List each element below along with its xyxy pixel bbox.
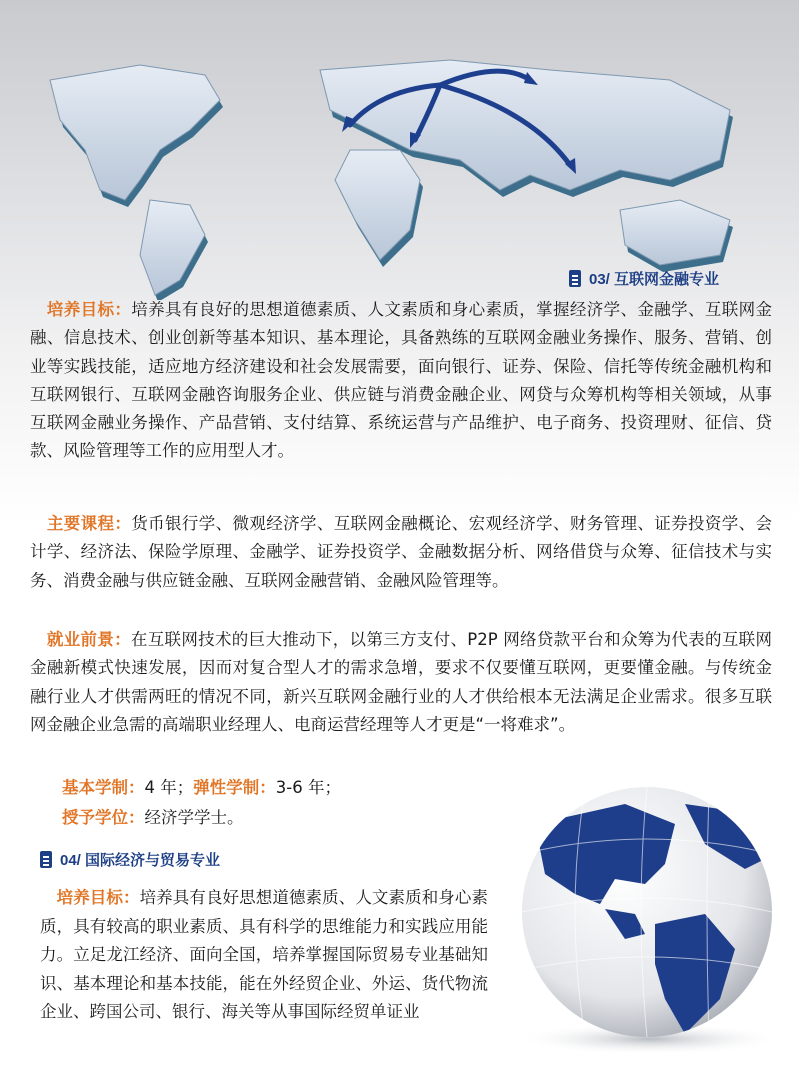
degree-value: 经济学学士。: [144, 808, 244, 827]
study-duration-value: 4 年；: [144, 778, 194, 797]
section-heading-internet-finance: [569, 268, 719, 289]
training-goal-paragraph: [30, 296, 772, 466]
degree-label: 授予学位：: [62, 808, 145, 827]
career-prospects-label: 就业前景：: [46, 630, 131, 649]
clipboard-icon: [569, 270, 581, 287]
trade-training-goal-label: 培养目标：: [56, 888, 140, 907]
main-courses-text: 货币银行学、微观经济学、互联网金融概论、宏观经济学、财务管理、证券投资学、会计学、经济法、保险学原理、金融学、证券投资学、金融数据分析、网络借贷与众筹、征信技术与实务、消费金融与供应链金融、互联网金融营销、金融风险管理等。: [30, 514, 773, 590]
world-map-illustration: [30, 40, 770, 300]
section-heading-text: 04/ 国际经济与贸易专业: [60, 852, 221, 869]
main-courses-paragraph: [30, 510, 772, 595]
flexible-duration-label: 弹性学制：: [193, 778, 276, 797]
study-duration-line: [62, 774, 341, 798]
career-prospects-text: 在互联网技术的巨大推动下，以第三方支付、P2P 网络贷款平台和众筹为代表的互联网金融新模式快速发展，因而对复合型人才的需求急增，要求不仅要懂互联网，更要懂金融。与传统金融行业人才供需两旺的情况不同，新兴互联网金融行业的人才供给根本无法满足企业需求。很多互联网金融企业急需的高端职业经理人、电商运营经理等人才更是“一将难求”。: [30, 630, 772, 734]
study-duration-label: 基本学制：: [62, 778, 145, 797]
flexible-duration-value: 3-6 年；: [275, 778, 341, 797]
clipboard-icon: [40, 851, 52, 868]
career-prospects-paragraph: [30, 626, 772, 739]
degree-line: [62, 804, 244, 828]
main-courses-label: 主要课程：: [46, 514, 132, 533]
section-heading-international-trade: [40, 849, 220, 870]
trade-training-goal-paragraph: [40, 884, 488, 1027]
trade-training-goal-text: 培养具有良好思想道德素质、人文素质和身心素质，具有较高的职业素质、具有科学的思维能力和实践应用能力。立足龙江经济、面向全国，培养掌握国际贸易专业基础知识、基本理论和基本技能，能在外经贸企业、外运、货代物流企业、跨国公司、银行、海关等从事国际经贸单证业: [40, 888, 489, 1021]
training-goal-text: 培养具有良好的思想道德素质、人文素质和身心素质，掌握经济学、金融学、互联网金融、信息技术、创业创新等基本知识、基本理论，具备熟练的互联网金融业务操作、服务、营销、创业等实践技能，适应地方经济建设和社会发展需要，面向银行、证券、保险、信托等传统金融机构和互联网银行、互联网金融咨询服务企业、供应链与消费金融企业、网贷与众筹机构等相关领域，从事互联网金融业务操作、产品营销、支付结算、系统运营与产品维护、电子商务、投资理财、征信、贷款、风险管理等工作的应用型人才。: [30, 300, 773, 461]
puzzle-globe-illustration: [505, 784, 790, 1059]
training-goal-label: 培养目标：: [46, 300, 132, 319]
section-heading-text: 03/ 互联网金融专业: [589, 271, 720, 288]
